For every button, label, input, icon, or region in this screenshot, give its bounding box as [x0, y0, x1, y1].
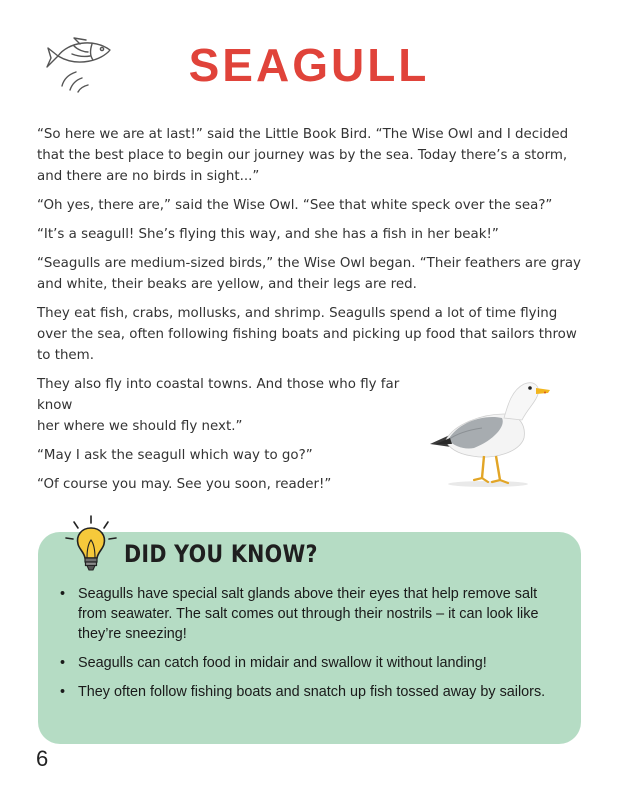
lightbulb-icon [62, 514, 120, 574]
story-paragraph: “May I ask the seagull which way to go?” [37, 448, 313, 463]
story-paragraph: “Of course you may. See you soon, reader!” [37, 477, 332, 492]
story-paragraph: “Seagulls are medium-sized birds,” the Wise Owl began. “Their feathers are gray and white, their beaks are yellow, and their legs are red. [37, 256, 581, 292]
story-paragraph: “It’s a seagull! She’s flying this way, and she has a fish in her beak!” [37, 227, 499, 242]
seagull-illustration [424, 368, 552, 490]
facts-list [60, 584, 568, 711]
page-number: 6 [36, 746, 49, 771]
fact-item: • Seagulls have special salt glands above their eyes that help remove salt from seawater. The salt comes out through their nostrils – it can look like they’re sneezing! [60, 584, 568, 644]
page-title: SEAGULL [188, 39, 430, 91]
story-paragraph: “Oh yes, there are,” said the Wise Owl. “See that white speck over the sea?” [37, 198, 553, 213]
fact-item: • Seagulls can catch food in midair and swallow it without landing! [60, 653, 568, 673]
story-paragraph: “So here we are at last!” said the Little Book Bird. “The Wise Owl and I decided that the best place to begin our journey was by the sea. Today there’s a storm, and there are no birds in sight...” [37, 127, 569, 184]
story-line: They also fly into coastal towns. And those who fly far know [37, 377, 400, 413]
fact-item: • They often follow fishing boats and snatch up fish tossed away by sailors. [60, 682, 568, 702]
did-you-know-heading: DID YOU KNOW? [124, 540, 318, 568]
story-paragraph [37, 374, 429, 416]
story-paragraph: They eat fish, crabs, mollusks, and shrimp. Seagulls spend a lot of time flying over the sea, often following fishing boats and picking up food that sailors throw to them. [37, 306, 577, 363]
story-paragraph: her where we should fly next.” [37, 419, 243, 434]
